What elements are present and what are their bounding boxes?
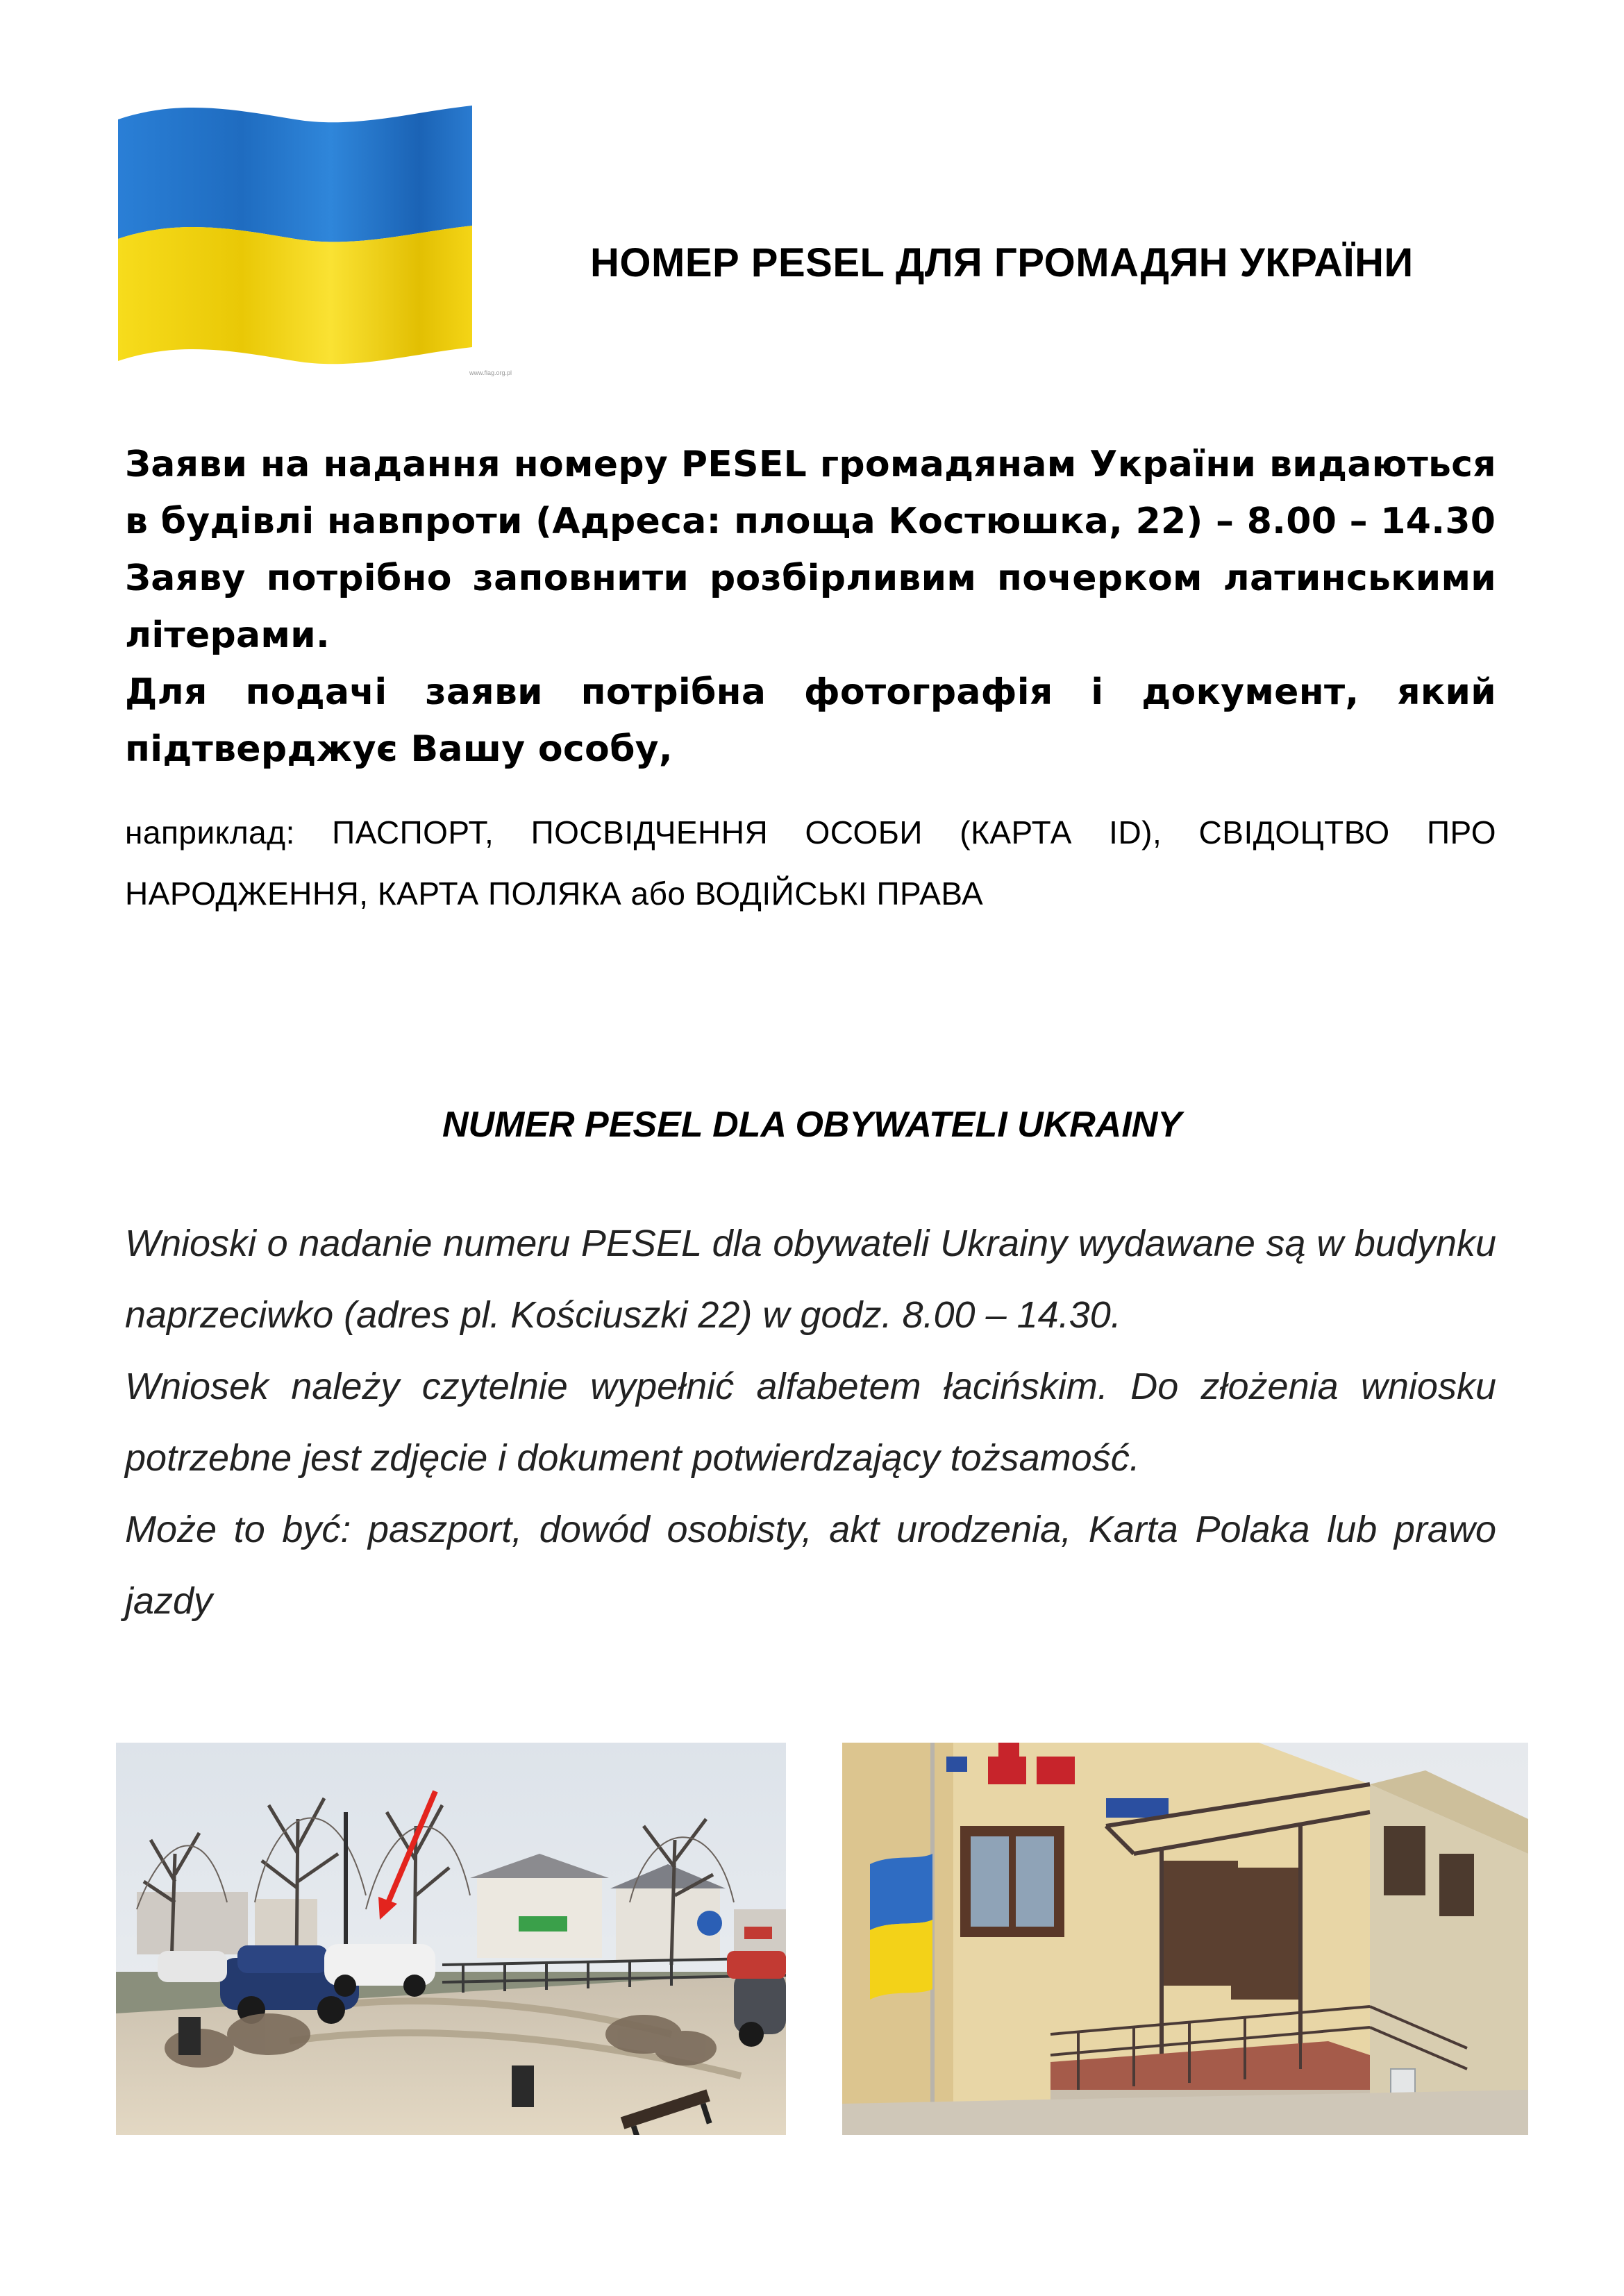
polish-paragraph: Wnioski o nadanie numeru PESEL dla obywateli Ukrainy wydawane są w budynku naprzeciwko (adres pl. Kościuszki 22) w godz. 8.00 – 14.30. (125, 1223, 1496, 1336)
flag-credit: www.flag.org.pl (469, 369, 512, 376)
square-parking-photo (116, 1743, 786, 2135)
ukrainian-paragraph: Для подачі заяви потрібна фотографія і документ, який підтверджує Вашу особу, (125, 671, 1496, 770)
ukrainian-instructions (125, 436, 1496, 778)
ukrainian-document-examples: наприклад: ПАСПОРТ, ПОСВІДЧЕННЯ ОСОБИ (КАРТА ID), СВІДОЦТВО ПРО НАРОДЖЕННЯ, КАРТА ПОЛЯКА або ВОДІЙСЬКІ ПРАВА (125, 814, 1496, 912)
ukrainian-paragraph: Заяву потрібно заповнити розбірливим почерком латинськими літерами. (125, 558, 1496, 656)
ukrainian-paragraph: Заяви на надання номеру PESEL громадянам України видаються в будівлі навпроти (Адреса: площа Костюшка, 22) – 8.00 – 14.30 (125, 444, 1496, 542)
polish-instructions (125, 1208, 1496, 1637)
ukrainian-heading: НОМЕР PESEL ДЛЯ ГРОМАДЯН УКРАЇНИ (590, 240, 1414, 285)
ukraine-flag-image (118, 104, 472, 364)
polish-paragraph: Może to być: paszport, dowód osobisty, akt urodzenia, Karta Polaka lub prawo jazdy (125, 1509, 1496, 1622)
polish-paragraph: Wniosek należy czytelnie wypełnić alfabetem łacińskim. Do złożenia wniosku potrzebne jest zdjęcie i dokument potwierdzający tożsamość. (125, 1366, 1496, 1479)
municipal-building-photo (842, 1743, 1528, 2135)
polish-heading: NUMER PESEL DLA OBYWATELI UKRAINY (442, 1105, 1182, 1145)
